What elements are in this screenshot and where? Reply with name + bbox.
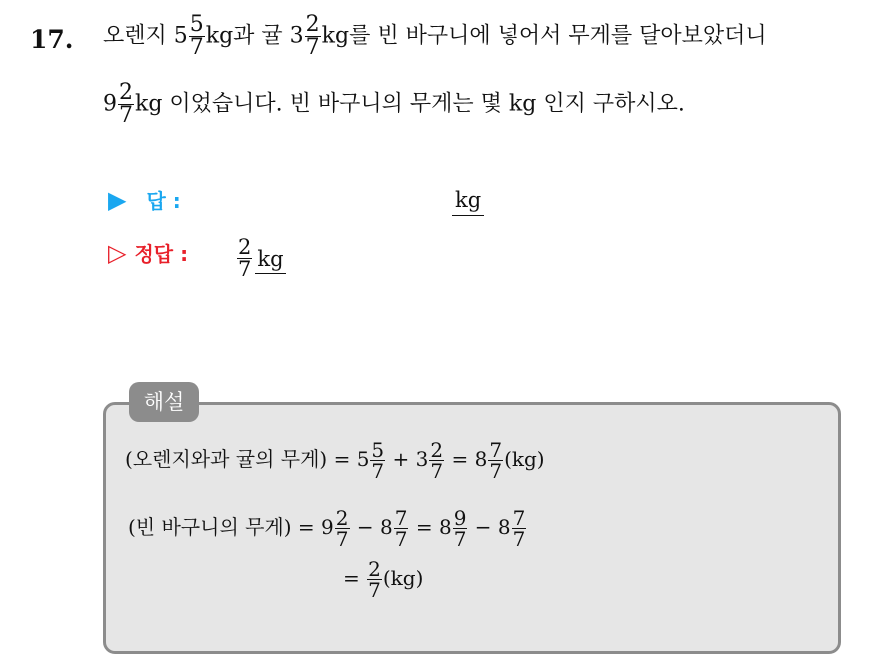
unit: kg — [135, 91, 163, 117]
correct-answer-row — [108, 238, 188, 267]
answer-blank[interactable]: kg — [452, 188, 484, 216]
denominator: 7 — [453, 527, 467, 551]
mixed-number-whole: 8 — [497, 515, 511, 539]
denominator: 7 — [512, 527, 526, 551]
fraction — [305, 14, 321, 59]
question-text: 인지 구하시오. — [536, 91, 685, 117]
numerator: 9 — [453, 506, 467, 530]
fraction — [367, 559, 382, 600]
fraction — [453, 508, 468, 549]
fraction — [370, 440, 385, 481]
numerator: 7 — [512, 506, 526, 530]
plus-sign: + — [392, 447, 410, 471]
question-text: 오렌지 — [103, 23, 174, 49]
equals-sign: = — [415, 515, 433, 539]
denominator: 7 — [430, 459, 444, 483]
unit: kg — [508, 91, 537, 117]
fraction — [394, 508, 409, 549]
numerator: 2 — [430, 438, 444, 462]
fraction — [237, 237, 252, 280]
unit: kg — [321, 23, 350, 49]
minus-sign: − — [356, 515, 374, 539]
fraction — [512, 508, 527, 549]
minus-sign: − — [474, 515, 492, 539]
expression-label: (빈 바구니의 무게) — [128, 515, 292, 539]
answer-label: 답 : — [146, 189, 181, 213]
question-text: 를 빈 바구니에 넣어서 무게를 달아보았더니 — [349, 23, 767, 49]
equals-sign: = — [333, 447, 351, 471]
numerator: 7 — [394, 506, 408, 530]
mixed-number-whole: 9 — [321, 515, 334, 539]
denominator: 7 — [238, 257, 252, 281]
outline-arrow-icon: ▷ — [108, 239, 127, 267]
numerator: 2 — [119, 80, 133, 105]
denominator: 7 — [394, 527, 408, 551]
question-line-1 — [103, 14, 767, 59]
unit: (kg) — [504, 447, 545, 471]
mixed-number-whole: 8 — [380, 515, 393, 539]
mixed-number-whole: 8 — [438, 515, 452, 539]
solution-line-1 — [125, 440, 545, 481]
correct-answer-value — [236, 237, 286, 280]
solution-line-2 — [128, 508, 527, 549]
equals-sign: = — [297, 515, 315, 539]
mixed-number-whole: 5 — [173, 23, 188, 49]
numerator: 2 — [305, 12, 320, 37]
question-text: 이었습니다. 빈 바구니의 무게는 몇 — [162, 91, 509, 117]
denominator: 7 — [371, 459, 385, 483]
mixed-number-whole: 3 — [289, 23, 304, 49]
unit: kg — [205, 23, 234, 49]
correct-answer-label: 정답 : — [134, 242, 189, 266]
numerator: 2 — [335, 506, 349, 530]
fraction — [189, 14, 205, 59]
numerator: 7 — [489, 438, 503, 462]
mixed-number-whole: 5 — [356, 447, 370, 471]
question-number: 17. — [30, 25, 74, 54]
mixed-number-whole: 8 — [474, 447, 488, 471]
denominator: 7 — [489, 459, 503, 483]
mixed-number-whole: 3 — [415, 447, 429, 471]
denominator: 7 — [189, 35, 204, 60]
question-text: 과 귤 — [233, 23, 290, 49]
play-arrow-icon: ▶ — [108, 186, 127, 214]
denominator: 7 — [368, 578, 381, 602]
equals-sign: = — [451, 447, 469, 471]
answer-row — [108, 185, 181, 214]
unit: kg — [255, 247, 285, 274]
fraction — [488, 440, 503, 481]
equals-sign: = — [343, 566, 360, 590]
solution-line-3 — [343, 559, 423, 600]
question-line-2 — [103, 82, 685, 127]
denominator: 7 — [119, 103, 133, 128]
denominator: 7 — [335, 527, 349, 551]
fraction — [429, 440, 444, 481]
expression-label: (오렌지와과 귤의 무게) — [125, 447, 328, 471]
fraction — [118, 82, 134, 127]
numerator: 2 — [368, 557, 381, 581]
denominator: 7 — [305, 35, 320, 60]
mixed-number-whole: 9 — [103, 91, 117, 117]
numerator: 2 — [238, 235, 252, 259]
fraction — [335, 508, 350, 549]
solution-tab: 해설 — [129, 382, 199, 422]
unit: (kg) — [382, 566, 424, 590]
numerator: 5 — [189, 12, 204, 37]
numerator: 5 — [371, 438, 385, 462]
